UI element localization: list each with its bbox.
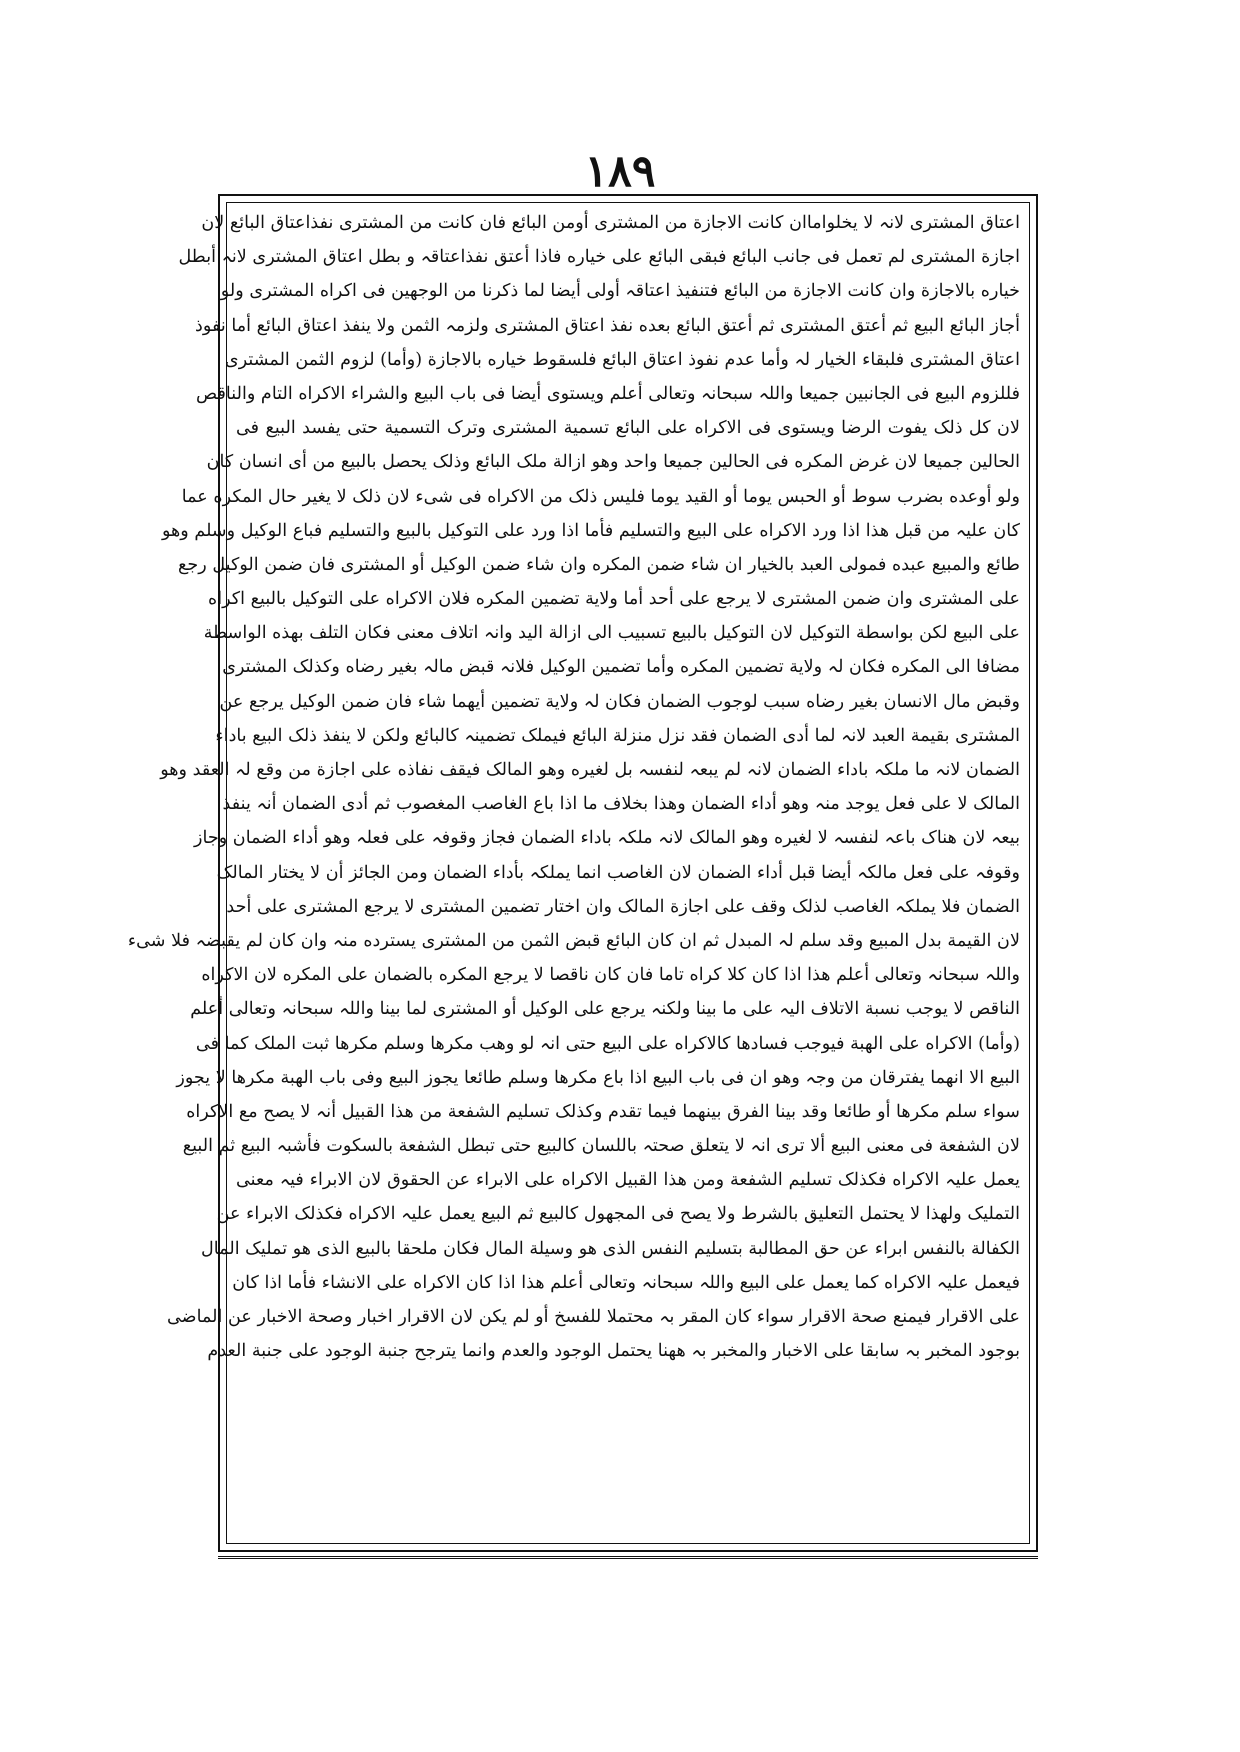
text-line: اجازة المشتری لم تعمل فی جانب البائع فبقی البائع علی خیاره فاذا أعتق نفذاعتاقہ و بطل اعتاق المشتری لانہ أبطل xyxy=(178,247,1020,268)
text-line: التملیک ولهذا لا یحتمل التعلیق بالشرط ولا یصح فی المجهول کالبیع ثم البیع یعمل علیہ الاکراه فکذلک الابراء عن xyxy=(216,1204,1020,1225)
text-line: بوجود المخبر بہ سابقا علی الاخبار والمخبر بہ ههنا یحتمل الوجود والعدم وانما یترجح جنبة الوجود علی جنبة العدم xyxy=(207,1341,1020,1362)
text-line: (وأما) الاکراه علی الهبة فیوجب فسادها کالاکراه علی البیع حتی انہ لو وهب مکرها وسلم مکرها ثبت الملک کما فی xyxy=(195,1033,1020,1054)
text-line: لان القیمة بدل المبیع وقد سلم لہ المبدل ثم ان کان البائع قبض الثمن من المشتری یسترده منہ وان کان لم یقبضہ فلا شیء xyxy=(127,930,1020,951)
text-line: مضافا الی المکره فکان لہ ولایة تضمین المکره وأما تضمین الوکیل فلانہ قبض مالہ بغیر رضاه وکذلک المشتری xyxy=(222,657,1020,678)
text-line: المشتری بقیمة العبد لانہ لما أدی الضمان فقد نزل منزلة البائع فیملک تضمینہ کالبائع ولکن لا ینفذ ذلک البیع باداء xyxy=(215,725,1020,746)
text-line: البیع الا انهما یفترقان من وجہ وهو ان فی باب البیع اذا باع مکرها وسلم طائعا یجوز البیع وفی باب الهبة مکرها لا یجوز xyxy=(176,1067,1020,1088)
text-line: الناقص لا یوجب نسبة الاتلاف الیہ علی ما بینا ولکنہ یرجع علی الوکیل أو المشتری لما بینا واللہ سبحانہ وتعالی أعلم xyxy=(190,999,1020,1020)
text-line: لان الشفعة فی معنی البیع ألا تری انہ لا یتعلق صحتہ باللسان کالبیع حتی تبطل الشفعة بالسکوت فأشبہ البیع ثم البیع xyxy=(182,1136,1020,1157)
text-line: علی الاقرار فیمنع صحة الاقرار سواء کان المقر بہ محتملا للفسخ أو لم یکن لان الاقرار اخبار وصحة الاخبار عن الماضی xyxy=(167,1307,1020,1327)
text-line: فیعمل علیہ الاکراه کما یعمل علی البیع واللہ سبحانہ وتعالی أعلم هذا اذا کان الاکراه علی الانشاء فأما اذا کان xyxy=(232,1272,1020,1293)
text-line: علی المشتری وان ضمن المشتری لا یرجع علی أحد أما ولایة تضمین المکره فلان الاکراه علی التوکیل بالبیع اکراه xyxy=(207,589,1020,610)
text-line: أجاز البائع البیع ثم أعتق المشتری ثم أعتق البائع بعده نفذ اعتاق المشتری ولزمہ الثمن ولا ینفذ اعتاق البائع أما نفوذ xyxy=(195,315,1020,336)
text-line: یعمل علیہ الاکراه فکذلک تسلیم الشفعة ومن هذا القبیل الاکراه علی الابراء عن الحقوق لان الابراء فیہ معنی xyxy=(236,1170,1020,1191)
body-text xyxy=(127,206,1020,1544)
text-line: خیاره بالاجازة وان کانت الاجازة من البائع فتنفیذ اعتاقہ أولی أیضا لما ذکرنا من الوجهین فی اکراه المشتری ولو xyxy=(220,281,1020,302)
page-number: ١٨٩ xyxy=(584,146,656,197)
text-line: طائع والمبیع عبده فمولی العبد بالخیار ان شاء ضمن المکره وان شاء ضمن الوکیل أو المشتری فان ضمن الوکیل رجع xyxy=(177,554,1020,575)
text-line: فللزوم البیع فی الجانبین جمیعا واللہ سبحانہ وتعالی أعلم ویستوی أیضا فی باب البیع والشراء الاکراه التام والناقص xyxy=(195,383,1020,404)
text-line: الحالین جمیعا لان غرض المکره فی الحالین جمیعا واحد وهو ازالة ملک البائع وذلک یحصل بالبیع من أی انسان کان xyxy=(206,452,1020,473)
text-line: لان کل ذلک یفوت الرضا ویستوی فی الاکراه علی البائع تسمیة المشتری وترک التسمیة حتی یفسد البیع فی xyxy=(236,418,1020,439)
text-line: علی البیع لکن بواسطة التوکیل لان التوکیل بالبیع تسبیب الی ازالة الید وانہ اتلاف معنی فکان التلف بهذه الواسطة xyxy=(203,623,1020,644)
text-line: سواء سلم مکرها أو طائعا وقد بینا الفرق بینهما فیما تقدم وکذلک تسلیم الشفعة من هذا القبیل أنہ لا یصح مع الاکراه xyxy=(186,1101,1020,1122)
text-line: بیعہ لان هناک باعہ لنفسہ لا لغیره وهو المالک لانہ ملکہ باداء الضمان فجاز وقوفہ علی فعلہ وهو أداء الضمان وجاز xyxy=(193,828,1020,849)
text-line: وقبض مال الانسان بغیر رضاه سبب لوجوب الضمان فکان لہ ولایة تضمین أیهما شاء فان ضمن الوکیل یرجع عن xyxy=(219,691,1020,712)
text-line: واللہ سبحانہ وتعالی أعلم هذا اذا کان کلا کراه تاما فان کان ناقصا لا یرجع المکره بالضمان علی المکره لان الاکراه xyxy=(201,965,1020,986)
frame-bottom-rule xyxy=(218,1556,1038,1563)
text-line: الکفالة بالنفس ابراء عن حق المطالبة بتسلیم النفس الذی هو وسیلة المال فکان ملحقا بالبیع الذی هو تملیک المال xyxy=(201,1238,1020,1259)
text-line: الضمان لانہ ما ملکہ باداء الضمان لانہ لم یبعہ لنفسہ بل لغیره وهو المالک فیقف نفاذه علی اجازة من وقع لہ العقد وهو xyxy=(160,760,1020,780)
text-line: المالک لا علی فعل یوجد منہ وهو أداء الضمان وهذا بخلاف ما اذا باع الغاصب المغصوب ثم أدی الضمان أنہ ینفذ xyxy=(222,794,1020,815)
text-line: وقوفہ علی فعل مالکہ أیضا قبل أداء الضمان لان الغاصب انما یملکہ بأداء الضمان ومن الجائز أن لا یختار المالک xyxy=(216,862,1020,883)
text-line: الضمان فلا یملکہ الغاصب لذلک وقف علی اجازة المالک وان اختار تضمین المشتری لا یرجع المشتری علی أحد xyxy=(226,896,1020,917)
text-line: کان علیہ من قبل هذا اذا ورد الاکراه علی البیع والتسلیم فأما اذا ورد علی التوکیل بالبیع والتسلیم فباع الوکیل وسلم وهو xyxy=(161,520,1020,541)
text-line: اعتاق المشتری لانہ لا یخلواماان کانت الاجازة من المشتری أومن البائع فان کانت من المشتری نفذاعتاق البائع لان xyxy=(201,213,1020,233)
text-line: ولو أوعده بضرب سوط أو الحبس یوما أو القید یوما فلیس ذلک من الاکراه فی شیء لان ذلک لا یغیر حال المکره عما xyxy=(181,486,1020,507)
text-line: اعتاق المشتری فلبقاء الخیار لہ وأما عدم نفوذ اعتاق البائع فلسقوط خیاره بالاجازة (وأما) لزوم الثمن المشتری xyxy=(224,349,1020,370)
